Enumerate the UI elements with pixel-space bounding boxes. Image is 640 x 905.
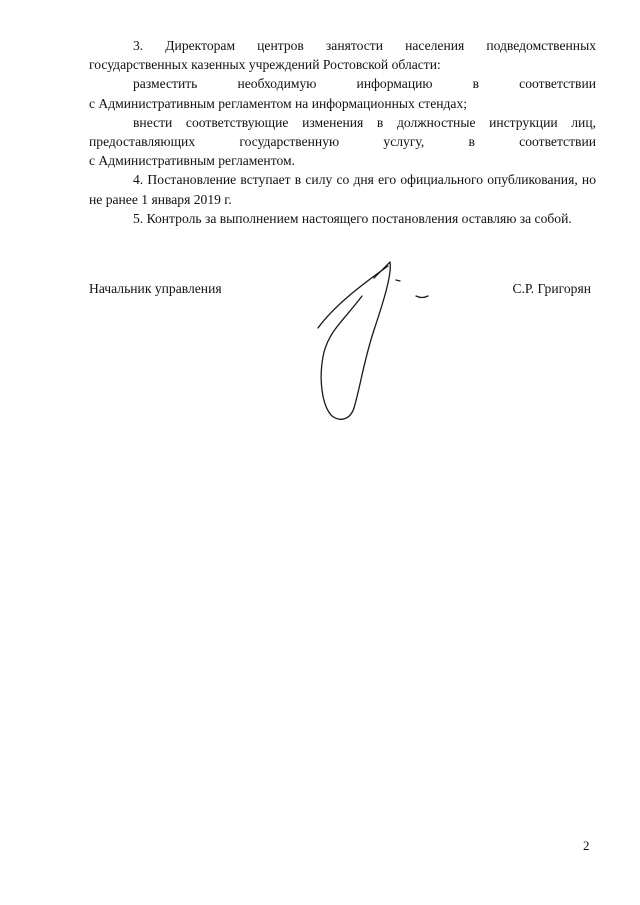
paragraph-item-4: 4. Постановление вступает в силу со дня его официального опубликования, но не ранее 1 января 2019 г.	[89, 172, 596, 207]
paragraph-item-5: 5. Контроль за выполнением настоящего постановления оставляю за собой.	[133, 210, 572, 226]
signatory-name: С.Р. Григорян	[512, 281, 591, 296]
paragraph-subitem-amend-instructions-cont: с Административным регламентом.	[89, 153, 295, 169]
paragraph-subitem-place-info: разместить необходимую информацию в соответствии	[133, 76, 596, 92]
page-number: 2	[583, 838, 590, 853]
paragraph-item-3: 3. Директорам центров занятости населения подведомственных государственных казенных учреждений Ростовской области:	[89, 38, 596, 73]
signatory-title: Начальник управления	[89, 281, 222, 296]
paragraph-subitem-amend-instructions: внести соответствующие изменения в должностные инструкции лиц, предоставляющих государственную услугу, в соответствии	[89, 114, 596, 150]
paragraph-subitem-place-info-cont: с Административным регламентом на информационных стендах;	[89, 95, 468, 111]
handwritten-signature	[312, 256, 442, 428]
document-body	[89, 36, 596, 228]
